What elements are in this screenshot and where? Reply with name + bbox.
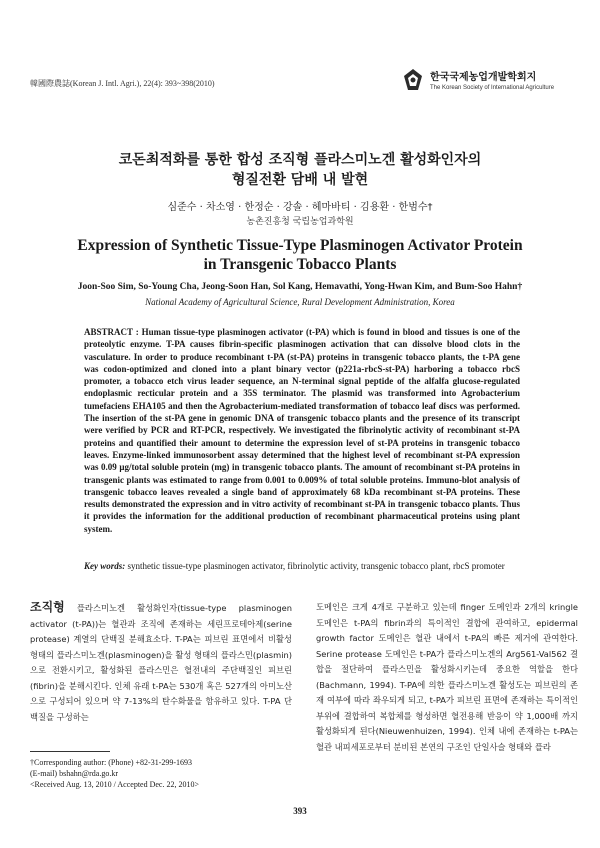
affiliation-english: National Academy of Agricultural Science, Rural Development Administration, Korea xyxy=(145,297,455,307)
footnote-email: (E-mail) bshahn@rda.go.kr xyxy=(30,769,119,778)
body-right-text: 도메인은 크게 4개로 구분하고 있는데 finger 도메인과 2개의 kringle 도메인은 t-PA의 fibrin과의 특이적인 결합에 관여하고, epidermal growth factor 도메인은 혈관 내에서 t-PA의 빠른 제거에 관여한다. Serine protease 도메인은 t-PA가 플라스미노겐의 Arg561-Val562 결합을 절단하여 플라스민을 활성화시키는데 중요한 역할을 한다(Bachmann, 1994). T-PA에 의한 플라스미노겐 활성도는 피브린의 존재 여부에 따라 좌우되게 되고, t-PA가 피브린 표면에 존재하는 특이적인 부위에 결합하여 복합체를 형성하면 혈전용해 반응이 약 1,000배 까지 활성화되게 된다(Nieuwenhuizen, 1994). 인체 내에 존재하는 t-PA는 혈관 내피세포로부터 분비된 본연의 구조인 단일사슬 형태와 플라 xyxy=(316,602,578,752)
footnote-received-dates: <Received Aug. 13, 2010 / Accepted Dec. 22, 2010> xyxy=(30,780,199,789)
body-lead-word: 조직형 xyxy=(30,600,65,614)
page-number: 393 xyxy=(293,806,307,816)
title-korean-line2: 형질전환 담배 내 발현 xyxy=(231,172,369,188)
body-column-right xyxy=(316,600,578,755)
footnotes xyxy=(30,757,292,790)
title-korean-line1: 코돈최적화를 통한 합성 조직형 플라스미노겐 활성화인자의 xyxy=(118,152,482,168)
body-left-text: 플라스미노겐 활성화인자(tissue-type plasminogen activator (t-PA))는 혈관과 조직에 존재하는 세린프로테아제(serine protease) 계열의 단백질 분해효소다. T-PA는 피브린 표면에서 비활성 형태의 플라스미노겐(plasminogen)을 활성 형태의 플라스민(plasmin)으로 전환시키고, 활성화된 플라스민은 혈전내의 주단백질인 피브린(fibrin)을 분해시킨다. 인체 유래 t-PA는 530개 혹은 527개의 아미노산으로 구성되어 있으며 약 7-13%의 탄수화물을 함유하고 있다. T-PA 단백질을 구성하는 xyxy=(30,603,292,722)
footnote-divider xyxy=(30,751,110,752)
abstract xyxy=(84,326,520,535)
logo-english-name: The Korean Society of International Agriculture xyxy=(430,85,555,91)
title-english-line2: in Transgenic Tobacco Plants xyxy=(203,256,397,273)
footnote-corresponding-author: †Corresponding author: (Phone) +82-31-299-1693 xyxy=(30,758,193,767)
keywords-label: Key words: xyxy=(84,561,126,571)
affiliation-korean: 농촌진흥청 국립농업과학원 xyxy=(246,217,354,227)
society-logo xyxy=(402,64,577,104)
journal-citation: 韓國際農誌(Korean J. Intl. Agri.), 22(4): 393~398(2010) xyxy=(30,79,215,88)
logo-korean-name: 한국국제농업개발학회지 xyxy=(430,72,537,83)
body-column-left xyxy=(30,600,292,725)
authors-english: Joon-Soo Sim, So-Young Cha, Jeong-Soon Han, Sol Kang, Hemavathi, Yong-Hwan Kim, and Bum-Soo Hahn† xyxy=(77,282,523,292)
abstract-label: ABSTRACT : xyxy=(84,327,139,337)
society-emblem-icon xyxy=(402,68,424,92)
abstract-text: Human tissue-type plasminogen activator (t-PA) which is found in blood and tissues is one of the proteolytic enzyme. T-PA causes fibrin-specific plasminogen activation that can dissolve blood clots in the vasculature. In order to produce recombinant t-PA (st-PA) proteins in transgenic tobacco plants, the t-PA gene was codon-optimized and cloned into a plant binary vector (p221a-rbcS-st-PA) harboring a tobacco rbcS promoter, a tobacco etch virus leader sequence, an N-terminal signal peptide of the alfalfa glucose-regulated endoplasmic recticular protein and a 35S terminator. The plasmid was transformed into Agrobacterium tumefaciens EHA105 and then the Agrobacterium-mediated transformation of tobacco leaf discs was performed. The insertion of the st-PA gene in genomic DNA of transgenic tobacco plants and the presence of its transcript were verified by PCR and RT-PCR, respectively. We investigated the fibrinolytic activity of recombinant st-PA proteins and quantified their amount to determine the expression level of st-PA proteins in transgenic tobacco leaves. Enzyme-linked immunosorbent assay determined that the highest level of recombinant st-PA expression was 0.09 μg/total soluble protein (mg) in transgenic tobacco plants. The amount of recombinant st-PA proteins in transgenic plants was estimated to range from 0.001 to 0.009% of total soluble proteins. Immuno-blot analysis of transgenic tobacco leaves revealed a single band of approximately 68 kDa recombinant st-PA proteins. These results demonstrated the expression and in vitro activity of recombinant st-PA in transgenic tobacco plants. Thus it provides the information for the additional production of recombinant pharmaceutical proteins using plant system. xyxy=(84,327,520,534)
authors-korean: 심준수 · 차소영 · 한정순 · 강솔 · 헤마바티 · 김용환 · 한범수† xyxy=(167,202,433,213)
title-english-line1: Expression of Synthetic Tissue-Type Plasminogen Activator Protein xyxy=(77,237,523,254)
keywords-text: synthetic tissue-type plasminogen activator, fibrinolytic activity, transgenic tobacco plant, rbcS promoter xyxy=(127,561,505,571)
keywords xyxy=(84,560,520,572)
